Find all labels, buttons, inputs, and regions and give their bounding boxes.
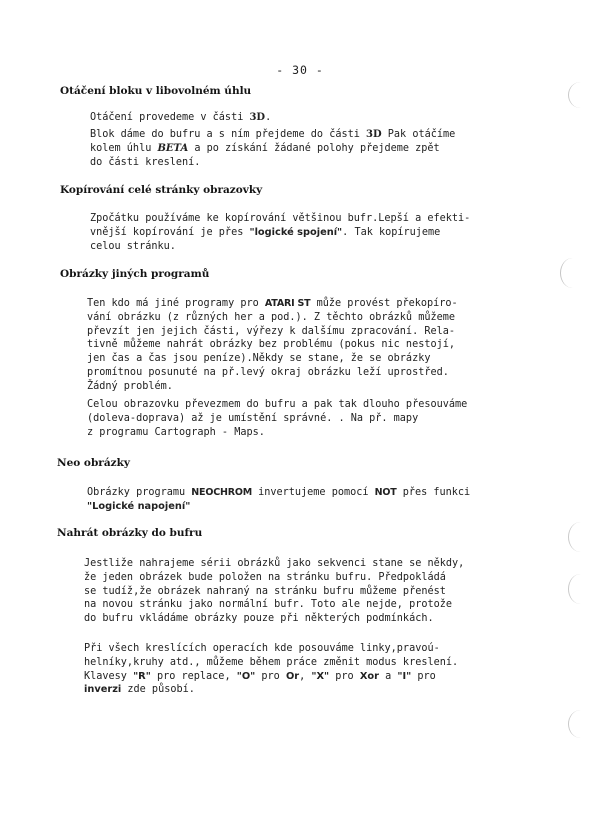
text-line <box>87 338 458 352</box>
emphasized-text: BETA <box>157 142 189 154</box>
section-heading: Neo obrázky <box>57 457 130 469</box>
text-line <box>90 240 470 254</box>
text-run: vnější kopírování je přes <box>90 226 250 238</box>
text-run: promítnou posunuté na př.levý okraj obrázku leží uprostřed. <box>87 366 449 378</box>
paragraph <box>84 642 458 697</box>
text-line <box>87 486 470 500</box>
text-line <box>90 142 455 156</box>
emphasized-text: "X" <box>311 670 330 682</box>
text-run: Obrázky programu <box>87 487 192 498</box>
text-run: helníky,kruhy atd., můžeme během práce změnit modus kreslení. <box>84 656 459 668</box>
text-line <box>87 366 458 380</box>
emphasized-text: NEOCHROM <box>191 487 252 498</box>
punch-hole-mark <box>568 710 593 738</box>
text-line <box>90 156 455 170</box>
text-line <box>84 557 464 571</box>
text-line <box>90 128 455 142</box>
text-line <box>84 670 458 684</box>
text-run: . Tak kopírujeme <box>342 226 441 238</box>
text-run: z programu Cartograph - Maps. <box>87 426 265 438</box>
emphasized-text: "R" <box>133 670 151 682</box>
punch-hole-mark <box>568 574 593 604</box>
text-line <box>84 612 464 626</box>
text-line <box>84 642 458 656</box>
text-run: celou stránku. <box>90 240 176 252</box>
section-heading: Obrázky jiných programů <box>60 268 210 280</box>
emphasized-text: Xor <box>359 670 379 682</box>
emphasized-text: "O" <box>236 670 256 682</box>
text-run: převzít jen jejich části, výřezy k dalšímu zpracování. Rela- <box>87 325 456 337</box>
text-run: Zpočátku používáme ke kopírování většinou bufr.Lepší a efekti- <box>90 213 471 224</box>
text-run: pro replace, <box>150 670 237 682</box>
text-run: vání obrázku (z různých her a pod.). Z těchto obrázků můžeme <box>87 311 456 323</box>
text-line <box>90 111 271 125</box>
section-heading: Nahrát obrázky do bufru <box>57 527 203 539</box>
punch-hole-mark <box>560 258 585 288</box>
text-run: Blok dáme do bufru a s ním přejdeme do části <box>90 129 367 140</box>
text-run: pro <box>411 670 436 682</box>
text-run: na novou stránku jako normální bufr. Toto ale nejde, protože <box>84 599 453 611</box>
text-run: že jeden obrázek bude položen na stránku bufru. Předpokládá <box>84 571 446 583</box>
emphasized-text: NOT <box>374 487 397 498</box>
text-line <box>87 412 467 426</box>
text-line <box>87 500 470 514</box>
text-line <box>84 571 464 585</box>
paragraph <box>87 398 467 439</box>
text-run: a po získání žádané polohy přejdeme zpět <box>188 142 440 154</box>
text-run: do části kreslení. <box>90 156 201 168</box>
text-run: Celou obrazovku převezmem do bufru a pak tak dlouho přesouváme <box>87 399 468 410</box>
text-run: Otáčení provedeme v části <box>90 112 250 123</box>
text-run: tivně můžeme nahrát obrázky bez problému (pokus nic nestojí, <box>87 339 456 351</box>
emphasized-text: "I" <box>397 670 412 682</box>
text-line <box>87 311 458 325</box>
emphasized-text: Or <box>285 670 300 682</box>
text-line <box>84 585 464 599</box>
text-line <box>87 297 458 311</box>
text-line <box>84 598 464 612</box>
text-run: zde působí. <box>121 684 195 696</box>
paragraph <box>87 486 470 514</box>
text-run: Klavesy <box>84 670 134 682</box>
text-run: pro <box>255 670 286 682</box>
emphasized-text: ATARI ST <box>264 298 311 309</box>
text-run: pro <box>329 670 360 682</box>
text-run: Ten kdo má jiné programy pro <box>87 298 265 309</box>
paragraph <box>90 111 271 125</box>
emphasized-text: 3D <box>366 129 382 140</box>
text-line <box>87 398 467 412</box>
paragraph <box>84 557 464 626</box>
text-run: může provést překopíro- <box>310 298 458 309</box>
text-line <box>90 226 470 240</box>
text-run: jen čas a čas jsou peníze).Někdy se stane, že se obrázky <box>87 353 431 365</box>
text-run: . <box>265 112 272 123</box>
emphasized-text: "logické spojení" <box>249 226 343 238</box>
text-line <box>90 212 470 226</box>
emphasized-text: inverzi <box>84 684 122 696</box>
text-run: (doleva-doprava) až je umístění správné. . Na př. mapy <box>87 412 419 424</box>
paragraph <box>87 297 458 394</box>
text-line <box>87 325 458 339</box>
text-run: Jestliže nahrajeme sérii obrázků jako sekvenci stane se někdy, <box>84 558 465 569</box>
paragraph <box>90 212 470 253</box>
text-run: se tudíž,že obrázek nahraný na stránku bufru můžeme přenést <box>84 585 446 597</box>
text-run: invertujeme pomocí <box>251 487 375 498</box>
emphasized-text: "Logické napojení" <box>87 500 191 512</box>
text-run: Pak otáčíme <box>381 129 456 140</box>
page-number: - 30 - <box>276 63 324 77</box>
paragraph <box>90 128 455 169</box>
text-run: kolem úhlu <box>90 142 158 154</box>
text-run: do bufru vkládáme obrázky pouze při některých podmínkách. <box>84 613 434 625</box>
text-run: Při všech kreslících operacích kde posouváme linky,pravoú- <box>84 643 440 654</box>
text-run: , <box>299 670 312 682</box>
text-run: a <box>378 670 398 682</box>
text-run: přes funkci <box>396 487 471 498</box>
text-line <box>87 426 467 440</box>
text-run: Žádný problém. <box>87 380 173 392</box>
text-line <box>84 656 458 670</box>
punch-hole-mark <box>568 522 593 552</box>
text-line <box>87 352 458 366</box>
punch-hole-mark <box>568 82 593 108</box>
text-line <box>84 683 458 697</box>
text-line <box>87 380 458 394</box>
section-heading: Kopírování celé stránky obrazovky <box>60 184 263 196</box>
emphasized-text: 3D <box>249 112 266 123</box>
section-heading: Otáčení bloku v libovolném úhlu <box>60 85 252 97</box>
